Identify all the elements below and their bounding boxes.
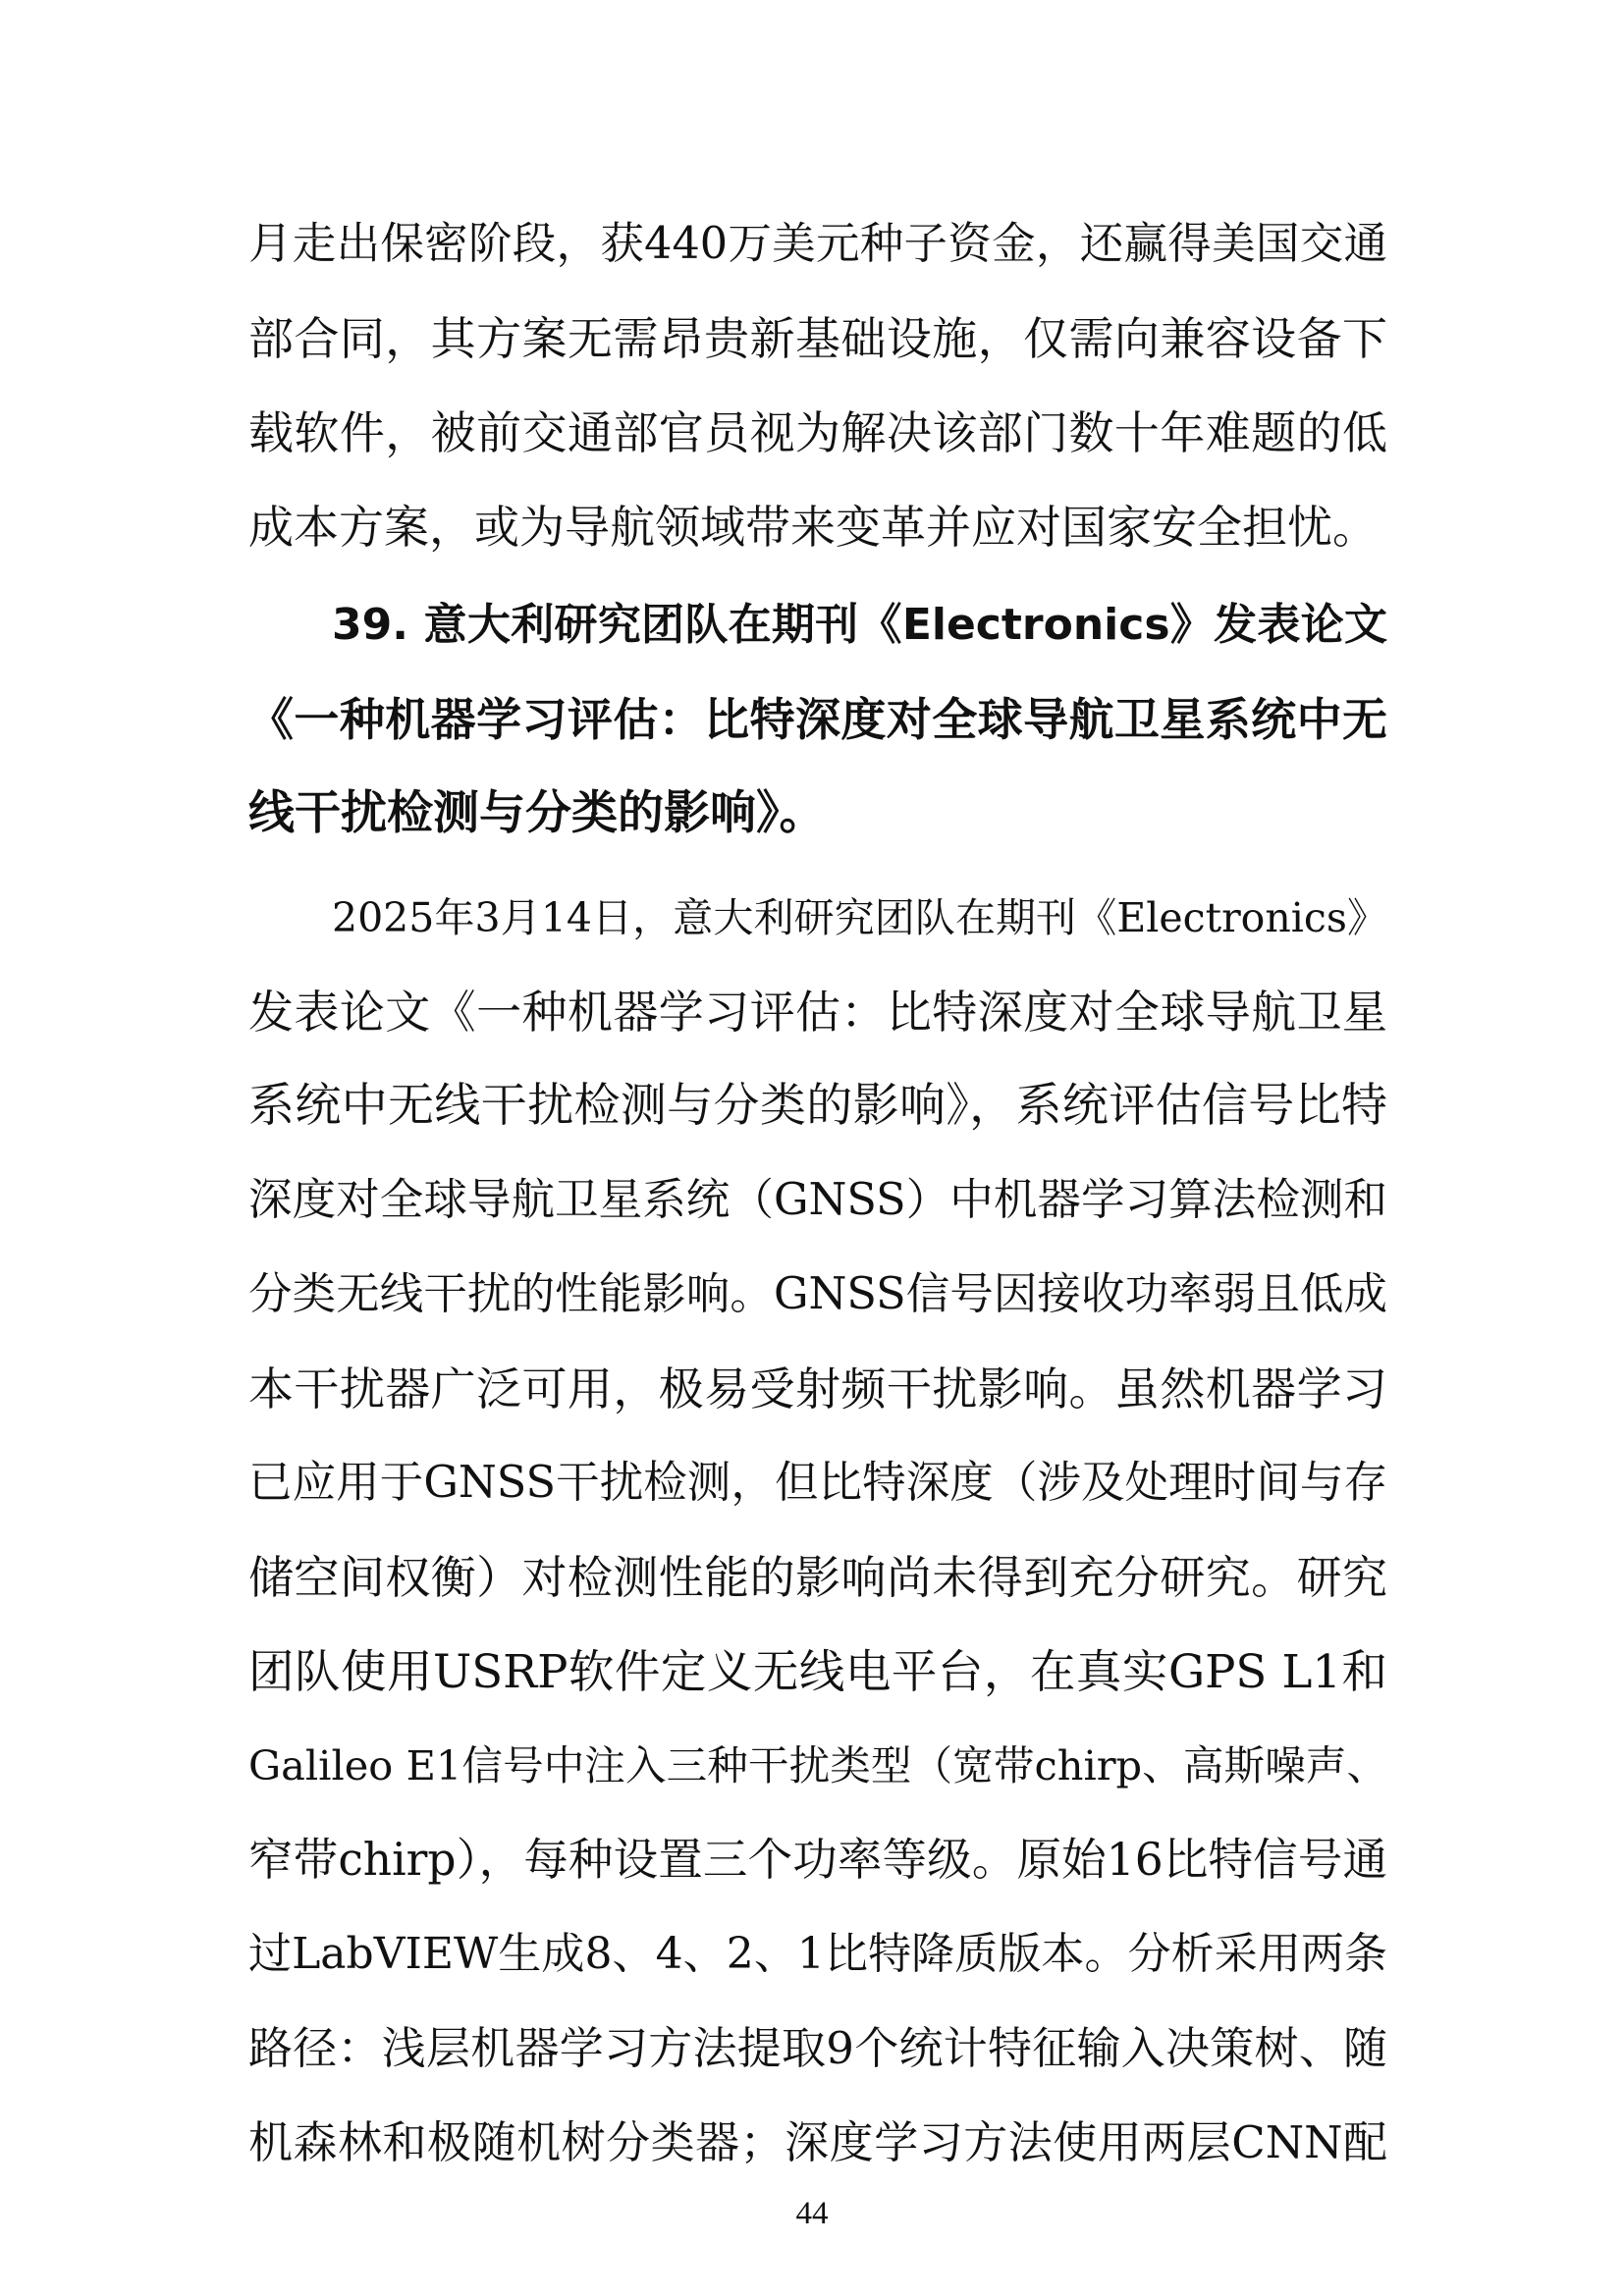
- heading-line: 《一种机器学习评估：比特深度对全球导航卫星系统中无: [248, 693, 1387, 746]
- text-line: 月走出保密阶段，获440万美元种子资金，还赢得美国交通: [248, 219, 1387, 269]
- text-line: 分类无线干扰的性能影响。GNSS信号因接收功率弱且低成: [248, 1269, 1387, 1319]
- text-line: 窄带chirp），每种设置三个功率等级。原始16比特信号通: [248, 1834, 1387, 1886]
- text-line: 储空间权衡）对检测性能的影响尚未得到充分研究。研究: [248, 1551, 1387, 1604]
- text-line: 成本方案，或为导航领域带来变革并应对国家安全担忧。: [248, 501, 1378, 554]
- page-number: 44: [795, 2196, 829, 2231]
- text-line: 部合同，其方案无需昂贵新基础设施，仅需向兼容设备下: [248, 312, 1387, 365]
- heading-line: 39. 意大利研究团队在期刊《Electronics》发表论文: [332, 600, 1387, 650]
- text-line: 2025年3月14日，意大利研究团队在期刊《Electronics》: [332, 894, 1387, 941]
- text-line: 已应用于GNSS干扰检测，但比特深度（涉及处理时间与存: [248, 1458, 1387, 1508]
- text-line: 路径：浅层机器学习方法提取9个统计特征输入决策树、随: [248, 2022, 1387, 2074]
- text-line: 本干扰器广泛可用，极易受射频干扰影响。虽然机器学习: [248, 1362, 1387, 1415]
- text-line: 过LabVIEW生成8、4、2、1比特降质版本。分析采用两条: [248, 1929, 1387, 1979]
- text-line: 载软件，被前交通部官员视为解决该部门数十年难题的低: [248, 406, 1387, 459]
- heading-line: 线干扰检测与分类的影响》。: [248, 786, 826, 840]
- text-line: 机森林和极随机树分类器；深度学习方法使用两层CNN配: [248, 2116, 1387, 2168]
- text-line: 发表论文《一种机器学习评估：比特深度对全球导航卫星: [248, 986, 1387, 1039]
- text-line: 深度对全球导航卫星系统（GNSS）中机器学习算法检测和: [248, 1175, 1387, 1225]
- text-line: 团队使用USRP软件定义无线电平台，在真实GPS L1和: [248, 1645, 1387, 1698]
- text-line: 系统中无线干扰检测与分类的影响》，系统评估信号比特: [248, 1079, 1387, 1133]
- text-line: Galileo E1信号中注入三种干扰类型（宽带chirp、高斯噪声、: [248, 1741, 1387, 1789]
